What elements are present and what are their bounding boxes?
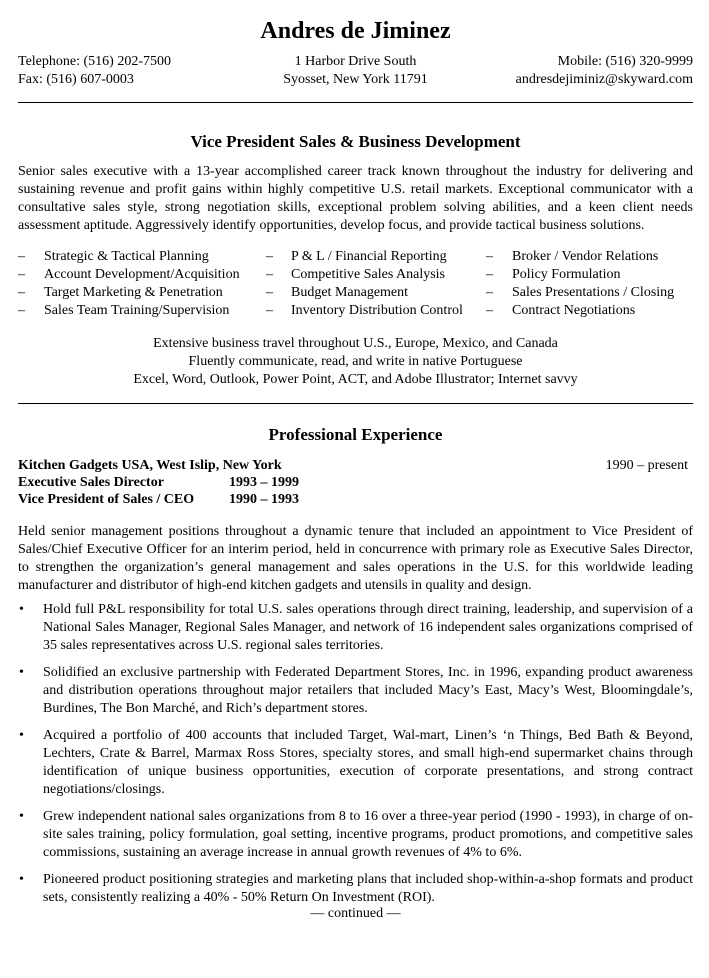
mobile: Mobile: (516) 320-9999 [557,54,693,69]
bullet-icon: • [19,602,24,617]
dash-marker: – [486,303,493,318]
skill-label: Contract Negotiations [512,303,636,318]
employment-period: 1990 – present [605,458,688,473]
candidate-name: Andres de Jiminez [260,18,451,44]
dash-marker: – [486,285,493,300]
role-row [18,491,693,508]
achievement-item [18,727,693,799]
bullet-icon: • [19,728,24,743]
achievement-item [18,871,693,907]
dash-marker: – [18,267,25,282]
role-title: Vice President of Sales / CEO [18,492,195,507]
skill-label: Policy Formulation [512,267,621,282]
skill-label: Budget Management [291,285,409,300]
role-dates: 1993 – 1999 [229,475,299,490]
travel-note: Extensive business travel throughout U.S., Europe, Mexico, and Canada [153,336,558,351]
achievement-text: Pioneered product positioning strategies and marketing plans that included shop-within-a-shop formats and product sets, consistently realizing a 40% - 50% Return On Investment (ROI). [43,872,693,905]
dash-marker: – [266,267,273,282]
bullet-icon: • [19,665,24,680]
software-note: Excel, Word, Outlook, Power Point, ACT, and Adobe Illustrator; Internet savvy [133,372,578,387]
company-name: Kitchen Gadgets USA, West Islip, New York [18,458,282,473]
skill-label: Target Marketing & Penetration [44,285,223,300]
achievement-item [18,808,693,862]
skill-label: Strategic & Tactical Planning [44,249,209,264]
skill-label: Broker / Vendor Relations [512,249,659,264]
telephone: Telephone: (516) 202-7500 [18,54,171,69]
section-divider [18,403,693,404]
achievement-text: Acquired a portfolio of 400 accounts that included Target, Wal-mart, Linen’s ‘n Things, Bed Bath & Beyond, Lechters, Crate & Barrel, Marmax Ross Stores, specialty stores, and small high-end supermarket chains through identification of unique business opportunities, execution of corporate presentations, and strong contract negotiations/closings. [43,728,693,797]
contact-right [516,53,693,89]
dash-marker: – [486,249,493,264]
job-description: Held senior management positions throughout a dynamic tenure that included an appointment to Vice President of Sales/Chief Executive Officer for an interim period, held in concurrence with primary role as Executive Sales Director, to strengthen the organization’s general management and sales operations in the U.S. for this worldwide leading manufacturer and distributor of high-end kitchen gadgets and utensils in quality and design. [18,524,693,593]
address-line-2: Syosset, New York 11791 [283,72,428,87]
bullet-icon: • [19,809,24,824]
skill-label: Account Development/Acquisition [44,267,240,282]
achievement-list [18,601,693,916]
skill-label: Inventory Distribution Control [291,303,463,318]
skill-label: P & L / Financial Reporting [291,249,447,264]
skill-label: Sales Team Training/Supervision [44,303,230,318]
profile-title: Vice President Sales & Business Development [190,132,521,151]
profile-summary: Senior sales executive with a 13-year accomplished career track known throughout the industry for delivering and sustaining revenue and profit gains within highly competitive U.S. retail markets. Exceptional communicator with a consultative sales style, strong negotiation skills, exceptional problem solving abilities, and a keen client needs assessment aptitude. Aggressively identify opportunities, develop focus, and provide tactical business solutions. [18,164,693,233]
achievement-item [18,601,693,655]
dash-marker: – [486,267,493,282]
dash-marker: – [18,285,25,300]
experience-title: Professional Experience [268,425,443,444]
dash-marker: – [18,249,25,264]
skill-label: Sales Presentations / Closing [512,285,675,300]
achievement-text: Solidified an exclusive partnership with Federated Department Stores, Inc. in 1996, expanding product awareness and distribution operations throughout major retailers that included Macy’s East, Macy’s West, Bloomingdale’s, Burdines, The Bon Marché, and Rich’s department stores. [43,665,693,716]
fax: Fax: (516) 607-0003 [18,72,134,87]
profile-extras [18,335,693,389]
header-divider [18,102,693,103]
role-row [18,474,693,491]
address-line-1: 1 Harbor Drive South [294,54,417,69]
dash-marker: – [18,303,25,318]
dash-marker: – [266,303,273,318]
role-dates: 1990 – 1993 [229,492,299,507]
achievement-text: Hold full P&L responsibility for total U.S. sales operations through direct training, leadership, and supervision of a National Sales Manager, Regional Sales Manager, and network of 16 independent sales organizations comprised of 35 sales representatives across U.S. regional sales territories. [43,602,693,653]
language-note: Fluently communicate, read, and write in native Portuguese [188,354,523,369]
dash-marker: – [266,249,273,264]
job-header [18,457,693,508]
dash-marker: – [266,285,273,300]
bullet-icon: • [19,872,24,887]
role-title: Executive Sales Director [18,475,164,490]
continued-marker: — continued — [310,906,401,921]
email: andresdejiminiz@skyward.com [515,72,693,87]
achievement-item [18,664,693,718]
achievement-text: Grew independent national sales organizations from 8 to 16 over a three-year period (1990 - 1993), in charge of on-site sales training, policy formulation, goal setting, incentive programs, product promotions, and competitive sales commissions, sustaining an average increase in annual growth revenues of 4% to 6%. [43,809,693,860]
skill-label: Competitive Sales Analysis [291,267,445,282]
